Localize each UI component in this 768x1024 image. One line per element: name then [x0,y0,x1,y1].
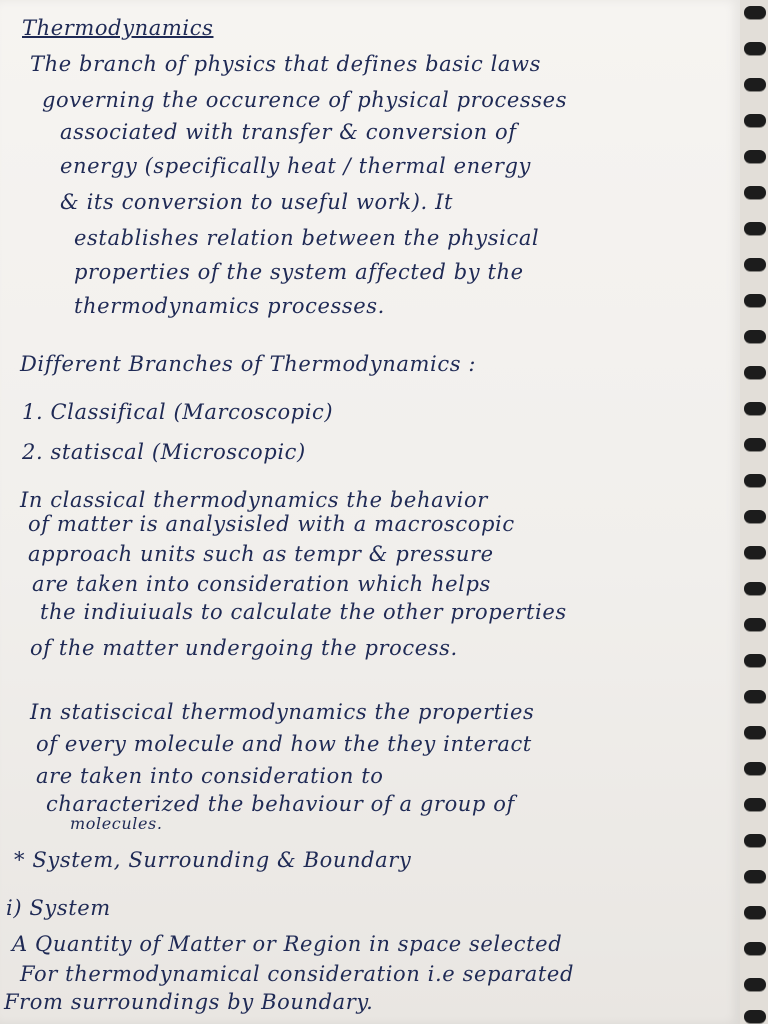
spiral-ring [744,6,766,19]
classical-line: In classical thermodynamics the behavior [20,488,488,512]
spiral-ring [744,510,766,523]
spiral-ring [744,114,766,127]
classical-line: of matter is analysisled with a macroscopic [28,512,515,536]
statistical-line: of every molecule and how the they interact [36,732,532,756]
classical-line: are taken into consideration which helps [32,572,491,596]
spiral-ring [744,294,766,307]
spiral-ring [744,870,766,883]
classical-line: approach units such as tempr & pressure [28,542,494,566]
statistical-line: characterized the behaviour of a group of [46,792,515,816]
statistical-line: molecules. [70,814,163,833]
spiral-ring [744,258,766,271]
spiral-ring [744,726,766,739]
spiral-ring [744,654,766,667]
classical-line: the indiuiuals to calculate the other properties [40,600,567,624]
system-definition-line: From surroundings by Boundary. [4,990,374,1014]
spiral-ring [744,546,766,559]
page-title: Thermodynamics [22,16,214,40]
intro-line: thermodynamics processes. [74,294,385,318]
intro-line: & its conversion to useful work). It [60,190,454,214]
classical-line: of the matter undergoing the process. [30,636,458,660]
spiral-ring [744,798,766,811]
statistical-line: are taken into consideration to [36,764,384,788]
system-heading: * System, Surrounding & Boundary [14,848,412,872]
spiral-ring [744,762,766,775]
spiral-ring [744,78,766,91]
spiral-ring [744,906,766,919]
intro-line: properties of the system affected by the [74,260,524,284]
statistical-line: In statiscical thermodynamics the properties [30,700,535,724]
spiral-ring [744,330,766,343]
system-definition-line: A Quantity of Matter or Region in space selected [12,932,563,956]
spiral-ring [744,438,766,451]
branch-item: 1. Classifical (Marcoscopic) [22,400,334,424]
spiral-ring [744,186,766,199]
spiral-ring [744,618,766,631]
spiral-ring [744,150,766,163]
spiral-ring [744,42,766,55]
spiral-ring [744,474,766,487]
spiral-ring [744,834,766,847]
intro-line: associated with transfer & conversion of [60,120,517,144]
intro-line: governing the occurence of physical processes [42,88,568,112]
system-definition-line: For thermodynamical consideration i.e separated [20,962,574,986]
notebook-spiral-binding [740,0,768,1024]
intro-line: energy (specifically heat / thermal energy [60,154,531,178]
spiral-ring [744,942,766,955]
branch-item: 2. statiscal (Microscopic) [22,440,306,464]
spiral-ring [744,978,766,991]
spiral-ring [744,1010,766,1023]
spiral-ring [744,690,766,703]
spiral-ring [744,582,766,595]
system-subheading: i) System [6,896,111,920]
spiral-ring [744,222,766,235]
branches-heading: Different Branches of Thermodynamics : [20,352,477,376]
intro-line: The branch of physics that defines basic laws [30,52,541,76]
spiral-ring [744,366,766,379]
spiral-ring [744,402,766,415]
intro-line: establishes relation between the physical [74,226,540,250]
